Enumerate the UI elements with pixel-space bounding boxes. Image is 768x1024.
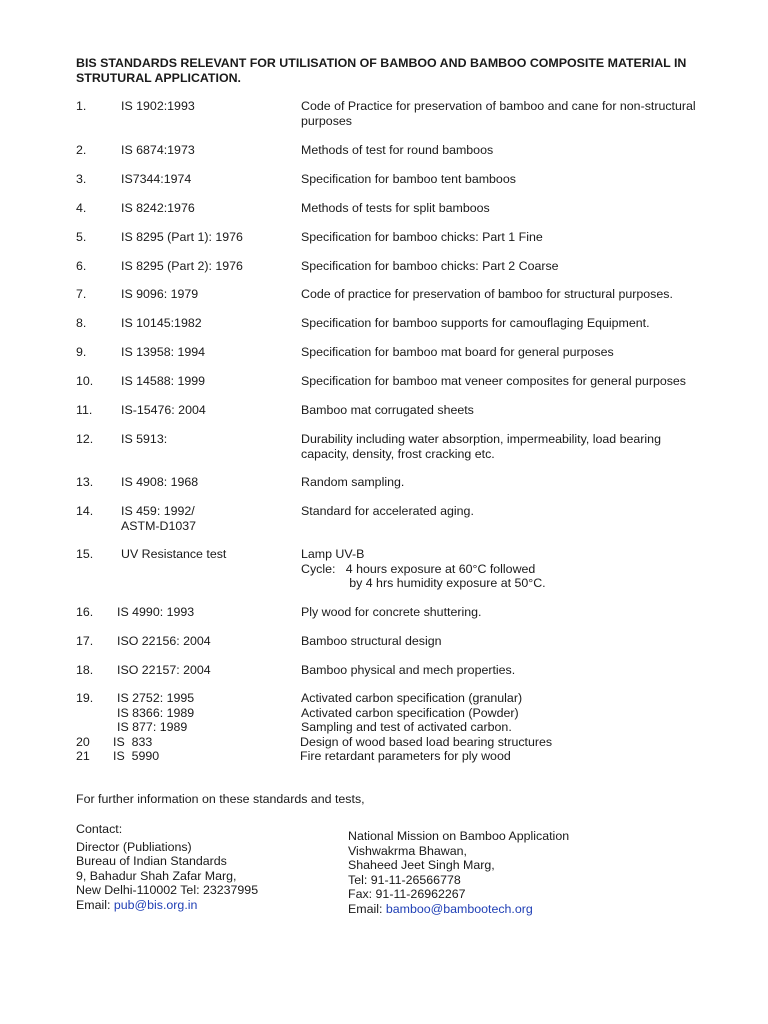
standard-code: IS 5913:: [121, 432, 168, 446]
item-number: 10.: [76, 374, 94, 388]
standard-description: Fire retardant parameters for ply wood: [300, 749, 511, 763]
item-number: 2.: [76, 143, 87, 157]
email-line: [348, 902, 648, 917]
standard-code: IS7344:1974: [121, 172, 192, 186]
standard-description: Specification for bamboo mat veneer composites for general purposes: [301, 374, 687, 388]
standard-description: Specification for bamboo chicks: Part 1 Fine: [301, 230, 543, 244]
contact-line: Bureau of Indian Standards: [76, 854, 227, 869]
nmba-contact-block: [348, 829, 648, 917]
item-number: 3.: [76, 172, 87, 186]
standard-code: IS 4990: 1993: [117, 605, 195, 619]
item-number: 7.: [76, 287, 87, 301]
item-number: 12.: [76, 432, 94, 446]
standard-description: Standard for accelerated aging.: [301, 504, 474, 518]
standard-description: Lamp UV-B Cycle: 4 hours exposure at 60°C followed by 4 hrs humidity exposure at 50°C.: [301, 547, 546, 591]
contact-line: Tel: 91-11-26566778: [348, 872, 461, 887]
standard-code: ISO 22156: 2004: [117, 634, 211, 648]
item-number: 9.: [76, 345, 87, 359]
standard-code: IS 833: [113, 735, 153, 749]
item-number: 4.: [76, 201, 87, 215]
nmba-email-link[interactable]: bamboo@bambootech.org: [385, 901, 533, 916]
standard-code: IS 8242:1976: [121, 201, 195, 215]
item-number: 11.: [76, 403, 93, 417]
standard-description: Code of Practice for preservation of bamboo and cane for non-structural purposes: [301, 99, 696, 128]
standard-description: Design of wood based load bearing structures: [300, 735, 553, 749]
standard-description: Methods of test for round bamboos: [301, 143, 494, 157]
further-info-text: For further information on these standards and tests,: [76, 792, 365, 806]
standard-description: Bamboo structural design: [301, 634, 442, 648]
standard-code: IS 8295 (Part 2): 1976: [121, 259, 243, 273]
item-number: 1.: [76, 99, 87, 113]
standard-description: Methods of tests for split bamboos: [301, 201, 490, 215]
contact-label: Contact:: [76, 822, 123, 836]
item-number: 5.: [76, 230, 87, 244]
document-title: BIS STANDARDS RELEVANT FOR UTILISATION OF BAMBOO AND BAMBOO COMPOSITE MATERIAL IN STRUTURAL APPLICATION.: [76, 56, 687, 85]
standard-code: IS-15476: 2004: [121, 403, 206, 417]
bis-email-link[interactable]: pub@bis.org.in: [113, 897, 198, 912]
contact-line: Shaheed Jeet Singh Marg,: [348, 858, 495, 873]
standard-code: UV Resistance test: [121, 547, 227, 561]
standard-description: Code of practice for preservation of bamboo for structural purposes.: [301, 287, 673, 301]
standard-code: IS 9096: 1979: [121, 287, 199, 301]
standard-code: IS 1902:1993: [121, 99, 195, 113]
item-number: 19.: [76, 691, 94, 705]
item-number: 21: [76, 749, 90, 763]
contact-line: Director (Publiations): [76, 839, 192, 854]
standard-code: IS 5990: [113, 749, 160, 763]
standard-code: IS 4908: 1968: [121, 475, 199, 489]
standard-description: Ply wood for concrete shuttering.: [301, 605, 482, 619]
email-line: [76, 898, 336, 913]
standard-code: IS 8295 (Part 1): 1976: [121, 230, 243, 244]
contact-line: 9, Bahadur Shah Zafar Marg,: [76, 868, 237, 883]
standard-code: IS 10145:1982: [121, 316, 202, 330]
standard-description: Specification for bamboo chicks: Part 2 Coarse: [301, 259, 559, 273]
item-number: 14.: [76, 504, 94, 518]
standard-description: Random sampling.: [301, 475, 405, 489]
item-number: 20: [76, 735, 90, 749]
standard-code: IS 6874:1973: [121, 143, 195, 157]
standard-code: ISO 22157: 2004: [117, 663, 211, 677]
item-number: 17.: [76, 634, 94, 648]
standard-description: Durability including water absorption, impermeability, load bearing capacity, density, frost cracking etc.: [301, 432, 661, 461]
item-number: 6.: [76, 259, 87, 273]
item-number: 16.: [76, 605, 94, 619]
email-label: Email:: [348, 901, 386, 916]
standard-description: Bamboo physical and mech properties.: [301, 663, 516, 677]
item-number: 8.: [76, 316, 87, 330]
item-number: 15.: [76, 547, 94, 561]
standard-description: Specification for bamboo tent bamboos: [301, 172, 516, 186]
contact-line: National Mission on Bamboo Application: [348, 829, 570, 843]
standard-description: Specification for bamboo mat board for general purposes: [301, 345, 614, 359]
contact-line: Vishwakrma Bhawan,: [348, 843, 467, 858]
standard-description: Bamboo mat corrugated sheets: [301, 403, 474, 417]
bis-contact-block: [76, 822, 336, 913]
item-number: 13.: [76, 475, 94, 489]
standard-code: IS 14588: 1999: [121, 374, 206, 388]
standard-code: IS 2752: 1995 IS 8366: 1989 IS 877: 1989: [117, 691, 195, 735]
contact-line: New Delhi-110002 Tel: 23237995: [76, 883, 259, 898]
contact-line: Fax: 91-11-26962267: [348, 887, 466, 902]
item-number: 18.: [76, 663, 94, 677]
email-label: Email:: [76, 897, 114, 912]
standard-code: IS 459: 1992/ ASTM-D1037: [121, 504, 197, 533]
standard-description: Activated carbon specification (granular) Activated carbon specification (Powder) Sampling and test of activated carbon.: [301, 691, 523, 735]
standard-description: Specification for bamboo supports for camouflaging Equipment.: [301, 316, 650, 330]
standard-code: IS 13958: 1994: [121, 345, 206, 359]
